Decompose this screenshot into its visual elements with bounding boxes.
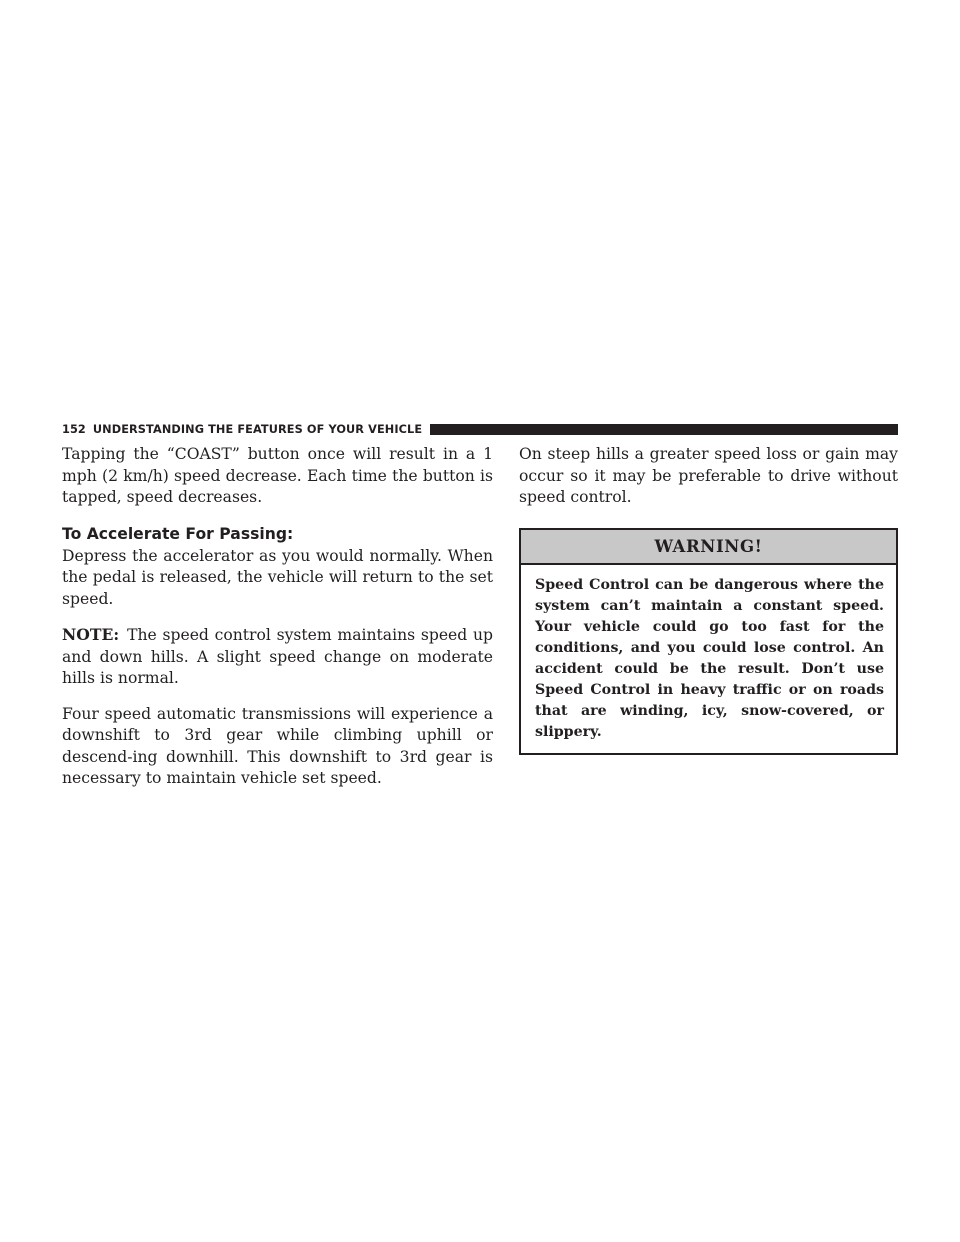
accelerate-heading: To Accelerate For Passing: — [62, 524, 294, 543]
left-column — [62, 444, 493, 804]
note-text: The speed control system maintains speed up and down hills. A slight speed change on moderate hills is normal. — [62, 626, 493, 687]
warning-body: Speed Control can be dangerous where the system can’t maintain a constant speed. Your vehicle could go too fast for the conditions, and you could lose control. An accident could be the result. Don’t use Speed Control in heavy traffic or on roads that are winding, icy, snow-covered, or slippery. — [535, 576, 884, 740]
downshift-paragraph: Four speed automatic transmissions will experience a downshift to 3rd gear while climbing uphill or descend-ing downhill. This downshift to 3rd gear is necessary to maintain vehicle set speed. — [62, 704, 493, 787]
page-number: 152 — [62, 423, 86, 436]
section-title: UNDERSTANDING THE FEATURES OF YOUR VEHICLE — [92, 423, 423, 436]
accelerate-paragraph: Depress the accelerator as you would normally. When the pedal is released, the vehicle will return to the set speed. — [62, 546, 493, 608]
right-column — [519, 444, 898, 755]
note-paragraph — [62, 624, 493, 690]
header-rule — [430, 424, 898, 435]
page-header — [62, 423, 898, 436]
warning-box — [519, 528, 898, 755]
note-label: NOTE: — [62, 625, 120, 644]
warning-title: WARNING! — [521, 530, 896, 565]
coast-paragraph: Tapping the “COAST” button once will result in a 1 mph (2 km/h) speed decrease. Each time the button is tapped, speed decreases. — [62, 445, 493, 506]
hills-paragraph: On steep hills a greater speed loss or gain may occur so it may be preferable to drive without speed control. — [519, 445, 898, 506]
